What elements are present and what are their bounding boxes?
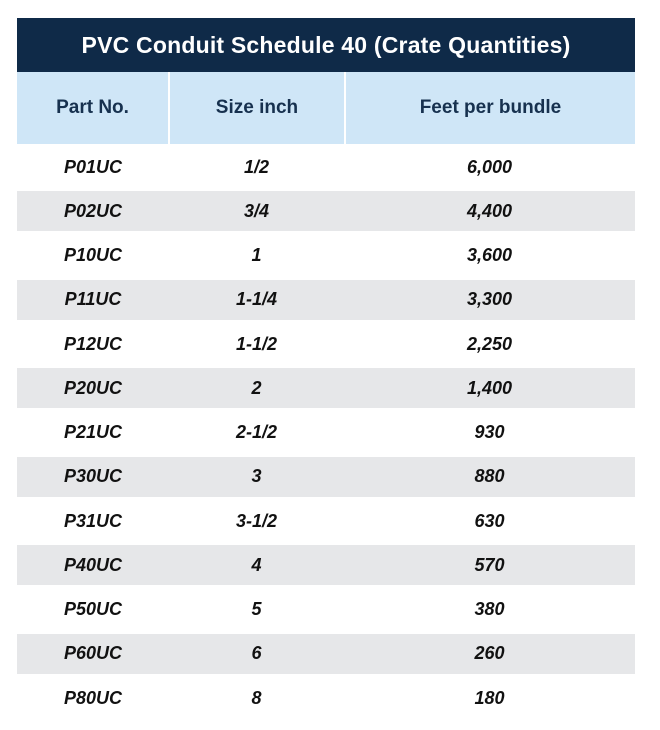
part-number-cell: P11UC: [64, 289, 122, 310]
size-cell: 8: [251, 687, 262, 708]
table-row: [17, 501, 635, 541]
feet-cell: 880: [474, 466, 505, 487]
table-row: [17, 545, 635, 585]
feet-cell: 6,000: [466, 156, 513, 177]
part-number-cell: P40UC: [63, 554, 123, 575]
feet-cell: 260: [474, 643, 505, 664]
feet-cell: 930: [474, 422, 505, 443]
feet-cell: 630: [474, 510, 505, 531]
size-cell: 5: [251, 599, 262, 620]
table-row: [17, 324, 635, 364]
header-part-no: Part No.: [17, 72, 170, 144]
header-size: Size inch: [170, 72, 346, 144]
feet-cell: 4,400: [466, 200, 513, 221]
size-cell: 1-1/4: [235, 289, 278, 310]
feet-cell: 3,600: [466, 245, 513, 266]
part-number-cell: P21UC: [63, 422, 123, 443]
table-row: [17, 236, 635, 276]
part-number-cell: P12UC: [63, 333, 123, 354]
table-header-row: [17, 72, 635, 144]
part-number-cell: P60UC: [63, 643, 123, 664]
part-number-cell: P31UC: [63, 510, 123, 531]
feet-cell: 1,400: [466, 377, 513, 398]
table-row: [17, 634, 635, 674]
table-title: PVC Conduit Schedule 40 (Crate Quantities): [17, 18, 635, 72]
header-feet-per-bundle: Feet per bundle: [419, 97, 562, 118]
part-number-cell: P10UC: [63, 245, 123, 266]
part-number-cell: P50UC: [63, 599, 123, 620]
table-row: [17, 678, 635, 718]
conduit-table: [17, 18, 635, 722]
part-number-cell: P80UC: [63, 687, 123, 708]
size-cell: 3: [251, 466, 262, 487]
table-row: [17, 147, 635, 187]
feet-cell: 570: [474, 554, 505, 575]
table-row: [17, 191, 635, 231]
feet-cell: 180: [474, 687, 505, 708]
size-cell: 2: [251, 377, 262, 398]
size-cell: 2-1/2: [235, 422, 278, 443]
feet-cell: 380: [474, 599, 505, 620]
part-number-cell: P02UC: [63, 200, 123, 221]
feet-cell: 3,300: [466, 289, 513, 310]
size-cell: 1-1/2: [235, 333, 278, 354]
size-cell: 1: [251, 245, 262, 266]
part-number-cell: P30UC: [63, 466, 123, 487]
size-cell: 1/2: [243, 156, 270, 177]
table-row: [17, 280, 635, 320]
part-number-cell: P20UC: [63, 377, 123, 398]
size-cell: 3/4: [243, 200, 270, 221]
feet-cell: 2,250: [466, 333, 513, 354]
size-cell: 4: [251, 554, 262, 575]
table-row: [17, 457, 635, 497]
part-number-cell: P01UC: [63, 156, 123, 177]
table-row: [17, 590, 635, 630]
table-row: [17, 368, 635, 408]
size-cell: 3-1/2: [235, 510, 278, 531]
table-row: [17, 413, 635, 453]
size-cell: 6: [251, 643, 262, 664]
